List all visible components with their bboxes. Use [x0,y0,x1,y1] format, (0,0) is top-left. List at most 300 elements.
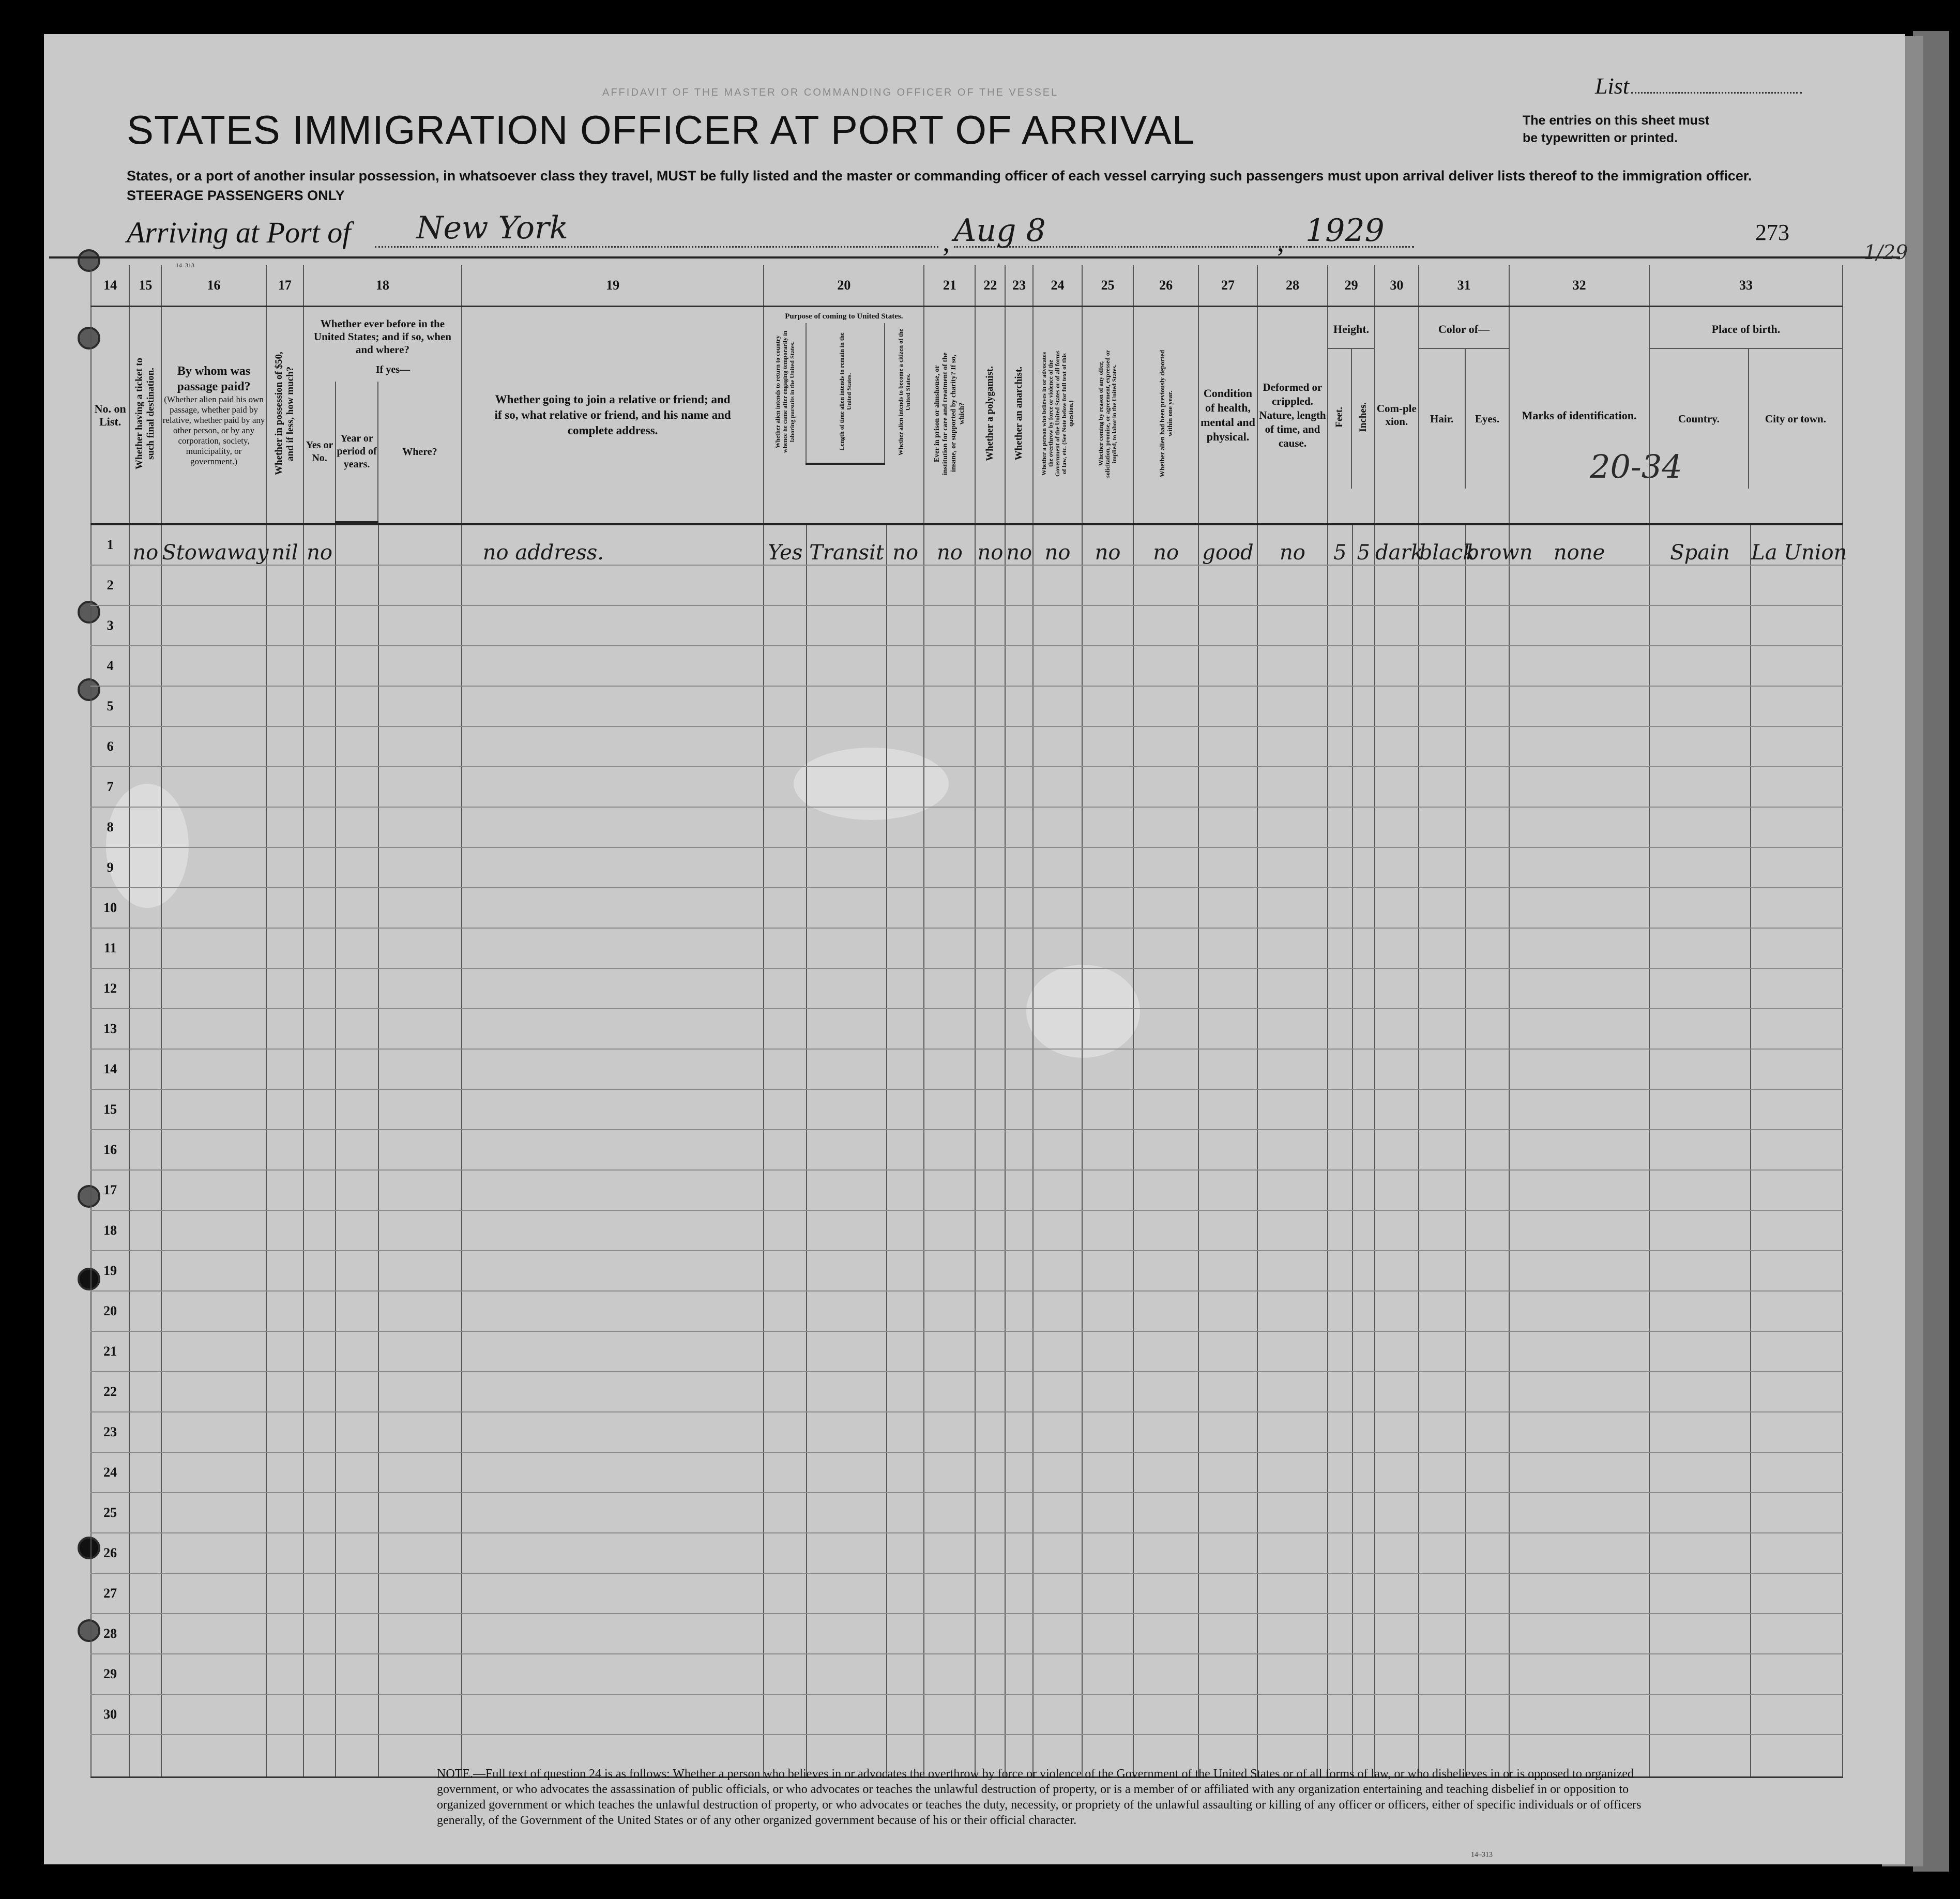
cell-anarchist: no [1005,524,1033,565]
cell-paid-by [161,1412,266,1452]
cell-paid-by [161,565,266,605]
cell-citizen [887,968,924,1009]
form-title: STATES IMMIGRATION OFFICER AT PORT OF ARRIVAL [127,107,1195,153]
subheading-feet [1328,348,1351,489]
cell-join [462,1452,764,1493]
cell-deported [1133,1251,1198,1291]
cell-money [266,807,303,847]
cell-feet [1328,1170,1353,1210]
cell-return [764,888,807,928]
list-label: List [1595,73,1630,99]
cell-join: no address. [462,524,764,565]
cell-no: 15 [91,1089,129,1130]
cell-hair [1419,968,1466,1009]
cell-paid-by [161,1533,266,1573]
cell-no: 29 [91,1654,129,1694]
heading-deported [1133,307,1198,525]
cell-overthrow [1033,1089,1082,1130]
cell-citizen [887,1291,924,1331]
cell-deported [1133,1452,1198,1493]
cell-inches [1353,646,1375,686]
cell-before-where [378,1331,462,1372]
heading-no-on-list: No. on List. [91,307,129,525]
cell-ticket [129,1210,161,1251]
cell-return [764,605,807,646]
cell-hair [1419,1694,1466,1735]
col-number: 23 [1005,265,1033,307]
cell-inches [1353,1493,1375,1533]
cell-overthrow [1033,1452,1082,1493]
cell-polygamist [975,1170,1005,1210]
cell-money [266,1493,303,1533]
cell-marks [1509,1049,1649,1089]
table-row [91,968,1843,1009]
cell-complexion [1375,1089,1419,1130]
cell-country: Spain [1649,524,1751,565]
cell-no: 14 [91,1049,129,1089]
cell-prison [924,1694,975,1735]
cell-polygamist [975,1573,1005,1614]
cell-complexion [1375,1291,1419,1331]
cell-citizen [887,1210,924,1251]
table-row [91,1130,1843,1170]
cell-eyes [1466,1089,1510,1130]
cell-marks [1509,1251,1649,1291]
cell-deformed [1257,646,1328,686]
cell-deported [1133,767,1198,807]
port-blank-line [375,246,938,248]
cell-before-years [336,646,378,686]
cell-join [462,1210,764,1251]
cell-hair [1419,1493,1466,1533]
cell-paid-by [161,1493,266,1533]
cell-feet [1328,968,1353,1009]
heading-text: Color of— [1438,323,1490,336]
cell-no: 21 [91,1331,129,1372]
cell-no: 22 [91,1372,129,1412]
cell-join [462,1009,764,1049]
heading-text: Whether in possession of $50, and if less, how much? [273,352,296,475]
cell-paid-by [161,1170,266,1210]
cell-ticket [129,1614,161,1654]
cell-return [764,1452,807,1493]
cell-paid-by [161,928,266,968]
cell-deformed [1257,605,1328,646]
cell-marks [1509,686,1649,726]
cell-length [807,1372,887,1412]
cell-deported [1133,1170,1198,1210]
cell-feet [1328,1694,1353,1735]
cell-feet [1328,1210,1353,1251]
subheading-where: Where? [402,446,437,458]
cell-return [764,1412,807,1452]
cell-return: Yes [764,524,807,565]
cell-ticket [129,1089,161,1130]
cell-offer [1082,1614,1133,1654]
subheading-eyes: Eyes. [1475,412,1500,425]
cell-eyes [1466,1493,1510,1533]
table-row [91,1694,1843,1735]
cell-no: 24 [91,1452,129,1493]
cell-paid-by [161,968,266,1009]
cell-city [1751,1210,1843,1251]
cell-country [1649,847,1751,888]
arriving-label: Arriving at Port of [127,216,351,249]
heading-text: Whether alien had been previously deported within one year. [1158,350,1174,477]
heading-health: Condition of health, mental and physical. [1198,307,1257,525]
heading-complexion: Com-plexion. [1375,307,1419,525]
cell-eyes [1466,1452,1510,1493]
cell-before-yn [303,847,336,888]
col-number: 31 [1419,265,1510,307]
cell-money [266,847,303,888]
cell-city [1751,1372,1843,1412]
cell-anarchist [1005,1412,1033,1452]
cell-offer [1082,686,1133,726]
cell-money [266,1291,303,1331]
cell-eyes [1466,968,1510,1009]
port-of-arrival: New York [416,210,568,246]
cell-anarchist [1005,1533,1033,1573]
table-row [91,686,1843,726]
cell-citizen [887,767,924,807]
cell-overthrow [1033,1251,1082,1291]
cell-marks [1509,1533,1649,1573]
cell-complexion [1375,726,1419,767]
cell-anarchist [1005,807,1033,847]
cell-before-years [336,686,378,726]
cell-citizen [887,1533,924,1573]
cell-return [764,1493,807,1533]
cell-paid-by [161,847,266,888]
cell-before-years [336,565,378,605]
cell-overthrow [1033,565,1082,605]
cell-complexion [1375,1372,1419,1412]
cell-offer [1082,847,1133,888]
cell-length [807,1130,887,1170]
cell-offer [1082,1291,1133,1331]
cell-join [462,807,764,847]
cell-prison [924,605,975,646]
cell-prison [924,928,975,968]
cell-no: 17 [91,1170,129,1210]
cell-eyes [1466,1533,1510,1573]
cell-money [266,1694,303,1735]
cell-feet [1328,565,1353,605]
cell-no: 1 [91,524,129,565]
cell-polygamist [975,968,1005,1009]
cell-polygamist [975,1694,1005,1735]
cell-return [764,1614,807,1654]
cell-ticket [129,1452,161,1493]
cell-country [1649,686,1751,726]
cell-overthrow [1033,1614,1082,1654]
cell-city [1751,1533,1843,1573]
cell-inches [1353,605,1375,646]
cell-complexion [1375,1251,1419,1291]
cell-prison [924,1291,975,1331]
cell-before-yn [303,1331,336,1372]
cell-inches [1353,1170,1375,1210]
cell-complexion [1375,807,1419,847]
cell-country [1649,1694,1751,1735]
cell-marks [1509,1331,1649,1372]
cell-before-yn [303,807,336,847]
cell-polygamist [975,1493,1005,1533]
cell-length [807,686,887,726]
cell-length [807,968,887,1009]
cell-deformed [1257,1372,1328,1412]
cell-citizen [887,1614,924,1654]
heading-place-of-birth [1649,307,1843,525]
cell-no: 5 [91,686,129,726]
cell-before-years [336,1130,378,1170]
heading-marks: Marks of identification. [1509,307,1649,525]
cell-citizen [887,1654,924,1694]
cell-country [1649,1412,1751,1452]
cell-before-years [336,807,378,847]
cell-city [1751,1089,1843,1130]
arrival-year: 1929 [1305,212,1385,249]
cell-hair: black [1419,524,1466,565]
cell-ticket [129,1170,161,1210]
cell-offer [1082,888,1133,928]
cell-offer [1082,1089,1133,1130]
cell-return [764,1251,807,1291]
cell-feet [1328,686,1353,726]
cell-length [807,1049,887,1089]
cell-money [266,1372,303,1412]
cell-ticket [129,767,161,807]
cell-eyes [1466,1654,1510,1694]
cell-offer [1082,646,1133,686]
cell-anarchist [1005,1573,1033,1614]
cell-marks [1509,928,1649,968]
heading-text: Ever in prison or almshouse, or institution for care and treatment of the insane, or supported by charity? If so, which? [933,352,966,475]
cell-eyes [1466,1573,1510,1614]
cell-inches [1353,1614,1375,1654]
cell-before-years [336,524,378,565]
table-row [91,1089,1843,1130]
cell-health [1198,928,1257,968]
cell-eyes [1466,1251,1510,1291]
cell-before-yn [303,1412,336,1452]
cell-offer [1082,1452,1133,1493]
cell-health [1198,605,1257,646]
cell-eyes: brown [1466,524,1510,565]
cell-ticket [129,1533,161,1573]
cell-anarchist [1005,1210,1033,1251]
cell-health [1198,807,1257,847]
cell-health [1198,1694,1257,1735]
cell-deported [1133,605,1198,646]
table-row [91,1573,1843,1614]
cell-eyes [1466,1694,1510,1735]
cell-hair [1419,1049,1466,1089]
cell-deformed [1257,1210,1328,1251]
cell-before-where [378,847,462,888]
cell-join [462,1130,764,1170]
cell-health [1198,888,1257,928]
cell-anarchist [1005,1694,1033,1735]
manifest-rows [91,524,1847,1735]
cell-return [764,1009,807,1049]
subheading-city: City or town. [1765,412,1826,425]
cell-health [1198,968,1257,1009]
cell-prison [924,1654,975,1694]
heading-overthrow [1033,307,1082,525]
cell-before-years [336,1089,378,1130]
table-row [91,1331,1843,1372]
cell-join [462,1251,764,1291]
cell-deformed [1257,767,1328,807]
cell-ticket [129,1694,161,1735]
cell-polygamist [975,1089,1005,1130]
cell-before-yn: no [303,524,336,565]
steerage-label: STEERAGE PASSENGERS ONLY [127,188,345,203]
cell-join [462,968,764,1009]
purpose-subheadings [764,323,923,465]
cell-inches [1353,1372,1375,1412]
cell-country [1649,1291,1751,1331]
col-number: 24 [1033,265,1082,307]
cell-inches [1353,1251,1375,1291]
cell-city [1751,1654,1843,1694]
cell-health [1198,847,1257,888]
form-code: 14–313 [176,262,194,269]
cell-deformed [1257,1412,1328,1452]
cell-complexion [1375,1452,1419,1493]
cell-marks [1509,1372,1649,1412]
subheading-yes-no: Yes or No. [306,439,333,464]
cell-ticket [129,1130,161,1170]
cell-hair [1419,888,1466,928]
cell-inches [1353,968,1375,1009]
cell-country [1649,968,1751,1009]
cell-complexion [1375,888,1419,928]
cell-prison [924,1331,975,1372]
cell-city [1751,767,1843,807]
table-row [91,1614,1843,1654]
cell-length [807,1291,887,1331]
cell-anarchist [1005,847,1033,888]
cell-offer [1082,1573,1133,1614]
header-rule [49,256,1900,259]
cell-polygamist [975,1049,1005,1089]
cell-length [807,1251,887,1291]
cell-join [462,1614,764,1654]
cell-offer [1082,1130,1133,1170]
cell-overthrow [1033,1049,1082,1089]
cell-prison [924,1372,975,1412]
cell-length [807,1412,887,1452]
cell-country [1649,605,1751,646]
cell-health [1198,1412,1257,1452]
cell-before-where [378,1533,462,1573]
subheading-country: Country. [1650,348,1749,489]
cell-deformed [1257,1493,1328,1533]
cell-deported [1133,928,1198,968]
cell-eyes [1466,1009,1510,1049]
cell-join [462,1291,764,1331]
cell-inches [1353,1694,1375,1735]
cell-no: 9 [91,847,129,888]
column-heading-row [91,307,1843,525]
cell-feet [1328,1009,1353,1049]
cell-health [1198,1372,1257,1412]
cell-paid-by [161,1291,266,1331]
cell-length [807,888,887,928]
cell-polygamist [975,888,1005,928]
cell-return [764,968,807,1009]
cell-ticket [129,1493,161,1533]
cell-citizen [887,888,924,928]
cell-anarchist [1005,1049,1033,1089]
cell-anarchist [1005,1614,1033,1654]
cell-paid-by [161,1251,266,1291]
note-form-code: 14–313 [1471,1851,1493,1859]
cell-money [266,726,303,767]
cell-country [1649,1331,1751,1372]
cell-deformed [1257,726,1328,767]
cell-length [807,1210,887,1251]
cell-health [1198,1573,1257,1614]
cell-city [1751,1251,1843,1291]
cell-overthrow [1033,686,1082,726]
cell-deported [1133,1533,1198,1573]
subheading-years: Year or period of years. [336,382,378,522]
cell-offer [1082,1009,1133,1049]
cell-return [764,1331,807,1372]
cell-before-yn [303,888,336,928]
cell-money [266,1170,303,1210]
col-number: 14 [91,265,129,307]
cell-eyes [1466,1130,1510,1170]
cell-hair [1419,1654,1466,1694]
cell-marks [1509,1614,1649,1654]
list-blank-line [1631,92,1802,94]
cell-no: 19 [91,1251,129,1291]
cell-money [266,1009,303,1049]
cell-deformed [1257,968,1328,1009]
cell-deformed [1257,1694,1328,1735]
cell-return [764,847,807,888]
cell-money [266,1533,303,1573]
cell-city [1751,686,1843,726]
cell-complexion [1375,686,1419,726]
cell-before-where [378,1372,462,1412]
cell-health [1198,1654,1257,1694]
cell-hair [1419,726,1466,767]
cell-country [1649,1573,1751,1614]
cell-ticket [129,1291,161,1331]
cell-money [266,1614,303,1654]
cell-feet [1328,1533,1353,1573]
cell-before-where [378,928,462,968]
heading-text: Inches. [1357,402,1369,432]
cell-deformed [1257,1130,1328,1170]
cell-return [764,1654,807,1694]
pencil-annotation: 20-34 [1590,448,1682,485]
cell-no: 8 [91,807,129,847]
cell-health [1198,646,1257,686]
cell-marks [1509,605,1649,646]
cell-before-yn [303,1452,336,1493]
comma-separator: , [943,226,950,258]
cell-no: 3 [91,605,129,646]
cell-paid-by [161,1210,266,1251]
cell-length [807,1533,887,1573]
